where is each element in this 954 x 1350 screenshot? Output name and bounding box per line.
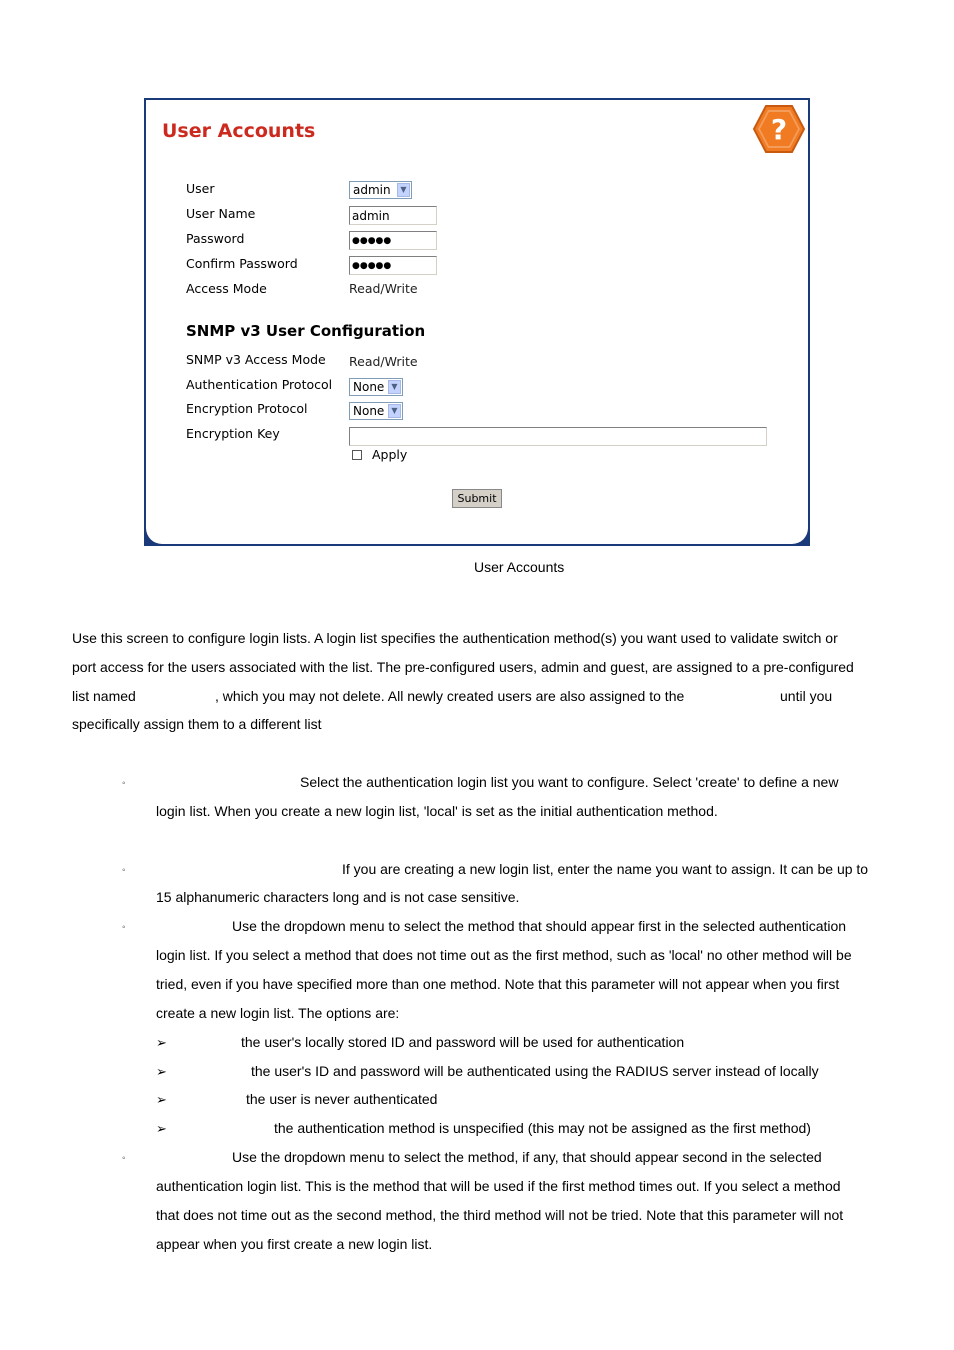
item4-line-2: authentication login list. This is the method that will be used if the first method times out. If you select a method — [156, 1178, 841, 1194]
user-select-value: admin — [353, 183, 391, 197]
auth-protocol-select[interactable] — [349, 378, 403, 396]
apply-checkbox[interactable] — [352, 450, 362, 460]
intro-line-2: port access for the users associated with the list. The pre-configured users, admin and guest, are assigned to a pre-configured — [72, 659, 854, 675]
item3-line-2: login list. If you select a method that does not time out as the first method, such as 'local' no other method will be — [156, 947, 852, 963]
auth-protocol-label: Authentication Protocol — [186, 377, 333, 392]
item2-line-1: If you are creating a new login list, enter the name you want to assign. It can be up to — [342, 861, 869, 877]
intro-line-3a: list named — [72, 688, 136, 704]
item3-line-3: tried, even if you have specified more than one method. Note that this parameter will not appear when you first — [156, 976, 840, 992]
access-mode-label: Access Mode — [186, 281, 267, 296]
encryption-protocol-select[interactable] — [349, 402, 403, 420]
encryption-key-label: Encryption Key — [186, 426, 280, 441]
arrow-bullet-icon: ➢ — [156, 1064, 167, 1079]
user-select[interactable] — [349, 181, 412, 199]
intro-line-3b: , which you may not delete. All newly created users are also assigned to the — [215, 688, 685, 704]
help-glyph: ? — [770, 113, 788, 146]
chevron-down-icon: ▼ — [388, 380, 401, 394]
item3-line-1: Use the dropdown menu to select the method that should appear first in the selected authentication — [232, 918, 847, 934]
option-local-text: the user's locally stored ID and password will be used for authentication — [241, 1034, 685, 1050]
intro-line-3c: until you — [780, 688, 833, 704]
submit-button[interactable]: Submit — [452, 489, 502, 508]
snmp-section-title: SNMP v3 User Configuration — [186, 322, 426, 340]
confirm-password-input[interactable]: ●●●●● — [349, 256, 437, 275]
intro-line-4: specifically assign them to a different list — [72, 716, 322, 732]
list-bullet: ◦ — [122, 865, 126, 876]
user-accounts-screenshot — [144, 98, 810, 546]
panel-body — [146, 100, 808, 544]
option-reject-text: the user is never authenticated — [246, 1091, 438, 1107]
page-title: User Accounts — [162, 120, 316, 142]
user-label: User — [186, 181, 215, 196]
auth-protocol-value: None — [353, 380, 385, 394]
option-undefined-text: the authentication method is unspecified (this may not be assigned as the first method) — [274, 1120, 811, 1136]
option-radius-text: the user's ID and password will be authenticated using the RADIUS server instead of locally — [251, 1063, 819, 1079]
access-mode-value: Read/Write — [349, 281, 418, 296]
item1-line-2: login list. When you create a new login list, 'local' is set as the initial authentication method. — [156, 803, 718, 819]
snmp-access-value: Read/Write — [349, 354, 418, 369]
list-bullet: ◦ — [122, 1153, 126, 1164]
username-label: User Name — [186, 206, 256, 221]
item4-line-1: Use the dropdown menu to select the method, if any, that should appear second in the selected — [232, 1149, 822, 1165]
intro-line-1: Use this screen to configure login lists. A login list specifies the authentication method(s) you want used to validate switch or — [72, 630, 838, 646]
item1-line-1: Select the authentication login list you want to configure. Select 'create' to define a new — [300, 774, 839, 790]
confirm-password-label: Confirm Password — [186, 256, 298, 271]
list-bullet: ◦ — [122, 778, 126, 789]
chevron-down-icon: ▼ — [397, 183, 410, 197]
arrow-bullet-icon: ➢ — [156, 1035, 167, 1050]
password-label: Password — [186, 231, 245, 246]
item2-line-2: 15 alphanumeric characters long and is not case sensitive. — [156, 889, 520, 905]
item4-line-3: that does not time out as the second method, the third method will not be tried. Note that this parameter will not — [156, 1207, 844, 1223]
encryption-protocol-label: Encryption Protocol — [186, 401, 308, 416]
help-icon[interactable] — [752, 104, 806, 154]
list-bullet: ◦ — [122, 922, 126, 933]
encryption-key-input[interactable] — [349, 427, 767, 446]
arrow-bullet-icon: ➢ — [156, 1092, 167, 1107]
password-input[interactable]: ●●●●● — [349, 231, 437, 250]
figure-caption: User Accounts — [474, 559, 565, 575]
arrow-bullet-icon: ➢ — [156, 1121, 167, 1136]
item4-line-4: appear when you first create a new login list. — [156, 1236, 433, 1252]
chevron-down-icon: ▼ — [388, 404, 401, 418]
apply-label: Apply — [372, 447, 408, 462]
item3-line-4: create a new login list. The options are: — [156, 1005, 400, 1021]
snmp-access-label: SNMP v3 Access Mode — [186, 352, 326, 367]
username-input[interactable]: admin — [349, 206, 437, 225]
encryption-protocol-value: None — [353, 404, 385, 418]
